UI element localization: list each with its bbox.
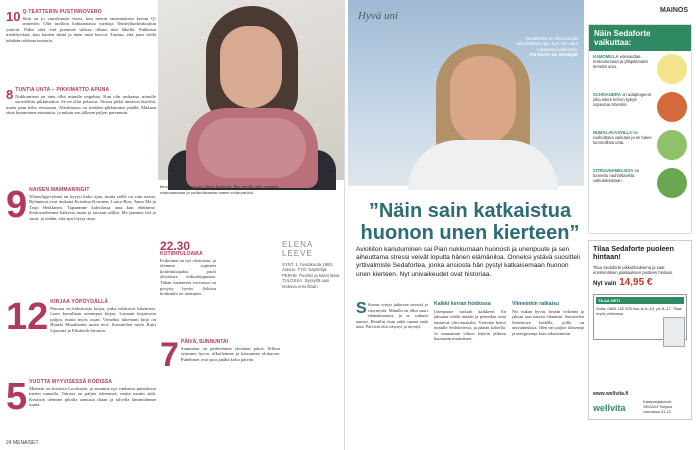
ingredient-text: edesauttaa rentoutumaan ja ylläpitämään terveitä unia. bbox=[593, 54, 648, 69]
quote-credit: Pia Korte, 54, Seinäjoki bbox=[529, 52, 578, 58]
hops-plant-icon bbox=[657, 130, 687, 160]
item-text: Pinossa on kaksitoista kirjaa, jotka odottavat lukemista. Luen kerrallaan useampaa kirjaa. Lainaan kirjastosta paljon, mutta myös ostan. Viimeksi lukemani kirja on Haruki Murakamin uusin teos. Suosittelen myös Katri Lipsonia ja Elisabeth Stroutia. bbox=[50, 305, 156, 333]
column-text: Nyt nukun hyvin, herään virkeänä ja jaksan taas nauttia elämästä. Suosittelen Sedafortea kaikille, joilla on univaikeuksia. Olen nyt paljon iloisempi ja energisempi kuin aikaisemmin. bbox=[512, 308, 584, 336]
brand-logo: wellvita bbox=[593, 403, 626, 413]
ingredient-name: SCHISANDRA bbox=[593, 92, 621, 97]
item-number: 10 bbox=[6, 9, 21, 24]
article-lead: Avioliiton kariutuminen sai Pian nukkumaan huonosti ja unenpuute ja sen aiheuttama stressi veivät lopulta hänen elämäniloa. Onneksi ystävä suositteli yrttivalmiste Sedafortea, jonka ansiosta hän pystyi katkaisemaan huonon unen kierteen. Nyt univaikeudet ovat historiaa. bbox=[356, 246, 580, 278]
schisandra-berry-icon bbox=[657, 92, 687, 122]
list-item bbox=[6, 376, 156, 418]
order-title: Tilaa Sedaforte puoleen hintaan! bbox=[593, 244, 674, 261]
campaign-note: Kampanjakoodi: SEDA24 Tarjous voimassa 31.12. bbox=[643, 399, 673, 414]
ingredient-row bbox=[589, 51, 691, 89]
ad-label: MAINOS bbox=[660, 7, 688, 14]
item-text: Siitä on jo vuosikausia vuosi, kun menin ensimmäisen kerran Q-teatteriin. Olin tuolloin kohtaamassa vanhoja Teatterikorkeakoulun ystäviä. Pidin siitä että pienessä salissa ollaan niin lähellä. Puhkesin mielihyvästä, kun kuulen ääniä ja näen tutut kasvot. Tuntuu, että juuri siellä tehdään rohkeaa teatteria. bbox=[6, 15, 156, 43]
item-number: 9 bbox=[6, 184, 28, 226]
item-text: Nukkumisen on aina ollut minulle ongelma. Kun olin raskaana, minulle suositeltiin pikkimattoa. Se on ollut pelastus. Alussa piikit tuntuvat ikäviltä, mutta pian keho rentoutuu. Alkulmassa on useiden pikkimaton päällä. Makaan siinä kymmenen minuuttia, ja nukun sen jälkeen paljon paremmin. bbox=[6, 93, 156, 116]
item-title: PÄIVÄ, SUNNUNTAI bbox=[180, 339, 229, 345]
page-folio: 24 MENAISET bbox=[6, 440, 39, 446]
column-subheading: Viimeinkin ratkaisu bbox=[512, 301, 560, 307]
order-text: Tilaa Sedaforte pikkutilauksena ja saat ensimmäisen pakkauksen puoleen hintaan. bbox=[593, 265, 674, 275]
item-title: VUOTTA MYYVISESSÄ KODISSA bbox=[29, 379, 113, 385]
ingredient-row bbox=[589, 127, 691, 165]
item-number: 7 bbox=[160, 336, 179, 374]
drop-cap: S bbox=[356, 300, 367, 317]
ingredients-box bbox=[588, 24, 692, 234]
item-title: NAISEN MAMMARINGIT bbox=[29, 187, 90, 193]
list-item bbox=[6, 296, 156, 338]
ingredient-text: on rauhoittava vaikutus ja se tukee luonnollista unta. bbox=[593, 130, 652, 145]
item-text: Esikoinen on nyt viisitoista, ja olemme sopineet kotiintuloajaksi puoli yksitoista viikonloppuisin. Tähän mennessä sovitussa on pysytty hyvin. Arkisin kotiintulo on aiemmin. bbox=[160, 257, 216, 297]
list-item bbox=[160, 336, 280, 374]
ingredient-text: on adaptogeeni, joka tukee kehon kykyä sopeutua stressiin. bbox=[593, 92, 653, 107]
list-item bbox=[6, 184, 156, 226]
item-text: WhatsApp-ryhmä on kyyyti koko ajan, mutta siellä on vain naisia. Ryhmässä ovat mukana Kristiina Kosonen, Laura Birn, Anna Ma ja Tarja Heikkinen. Tapaamme kahvilassa aina kun ehdimme. Keskustelemme kaikesta maan ja taivaan väliltä. Me jaamme ilot ja surut, ja tiedän, että apu löytyy aina. bbox=[29, 193, 156, 221]
item-title: KIRJAA YÖPÖYDÄLLÄ bbox=[50, 299, 109, 305]
column-text: Unenpuute vaikutti kaikkeen. En jaksanut tehdä mitään ja pienetkin asiat tuntuivat ylivoimaisilta. Ystäväni kertoi minulle Sedafortesta, ja päätin kokeilla. Jo muutaman viikon käytön jälkeen huomasin muutoksen. bbox=[434, 308, 506, 341]
person-caption bbox=[282, 240, 342, 289]
ingredients-title: Näin Sedaforte vaikuttaa: bbox=[589, 25, 691, 51]
order-form-text: Soita: 0800 152 525 ma–to 8–19, pe 8–17. Tilaa myös verkossa. bbox=[596, 306, 682, 316]
product-package-icon bbox=[663, 317, 685, 347]
ingredient-name: KAMOMILLA bbox=[593, 54, 619, 59]
lemon-balm-leaf-icon bbox=[657, 168, 687, 198]
price bbox=[589, 275, 691, 290]
item-title: KOTIINTULOAIKA bbox=[160, 251, 203, 257]
caption-name: ELENA LEEVE bbox=[282, 240, 313, 258]
right-page bbox=[348, 0, 696, 450]
list-item bbox=[160, 240, 216, 297]
item-text: Mieheni on kotoisin Loviisasta, ja asumme nyt vanhassa puutalossa meren rannalla. Talossa on paljon tekemistä, mutta nautin siitä. Kesäisin olemme pihalla aamusta iltaan ja talvella lämmitämme uunia. bbox=[29, 385, 156, 408]
price-value: 14,95 € bbox=[619, 277, 653, 288]
ingredient-name: HUMALAKASVILLA bbox=[593, 130, 633, 135]
list-item bbox=[6, 88, 156, 116]
caption-info: SYNT. 1. heinäkuuta 1983, Alavus. TYÖ: Näyttelijä. PERHE: Puoliso ja kaksi lasta. TULOSSA: Syksyllä uusi elokuva ensi-iltaan. bbox=[282, 262, 341, 289]
photo-face bbox=[220, 26, 282, 108]
photo-scarf-fold bbox=[198, 118, 306, 178]
ingredient-name: SITRUUNAMELISSA bbox=[593, 168, 634, 173]
body-column bbox=[512, 302, 584, 336]
photo-face bbox=[450, 56, 516, 144]
price-label: Nyt vain bbox=[593, 281, 617, 287]
list-item bbox=[6, 10, 156, 44]
ingredient-text: on tunnettu rauhoittavista vaikutuksistaan. bbox=[593, 168, 640, 183]
ingredient-row bbox=[589, 165, 691, 203]
column-text: Sinnus syntyi jatkuvaa stressiä ja väsymystä. Minulla on ollut suuri elämänmuutos, ja se vaikutti uneeni. Heräilin öisin enkä saanut enää unta. Päivisin olin väsynyt ja ärtynyt. bbox=[356, 302, 428, 329]
item-title: TUNTIA UNTA – PIKKIMATTO APUNA bbox=[15, 87, 110, 93]
body-text: kertaan on asettu moni ilman kaikesta. Sen avulla olen oppinut rentoutumaan ja rauhoittumaan ennen esiintymistä. bbox=[160, 184, 278, 195]
item-number: 8 bbox=[6, 87, 14, 102]
photo-quote bbox=[514, 36, 578, 58]
article-headline: ”Näin sain katkaistua huonon unen kierteen” bbox=[360, 200, 580, 244]
body-column bbox=[356, 302, 428, 330]
left-page bbox=[0, 0, 345, 450]
portrait-photo-woman-scarf bbox=[158, 0, 345, 180]
item-text: Sunnuntai on perheemme yhteinen päivä. Silloin syömme hyvin, ulkoilemme ja katsomme elokuvan. Puhelimet ovat pois päältä koko päivän. bbox=[180, 345, 280, 362]
quote-text: – Sedafortea on ollut minulle taloudellinen apu, kun olen ollut tukalassa vaiheessa. bbox=[516, 36, 578, 52]
order-box bbox=[588, 240, 692, 420]
item-title: Q-TEATTERIN PUSTINNOVERO bbox=[22, 9, 102, 15]
item-number: 22.30 bbox=[160, 239, 191, 253]
website-link[interactable]: www.wellvita.fi bbox=[593, 391, 629, 397]
item-number: 5 bbox=[6, 376, 28, 418]
photo-shirt bbox=[408, 140, 558, 190]
column-subheading: Kaikki kerran hoidossa bbox=[434, 301, 491, 307]
chamomile-flower-icon bbox=[657, 54, 687, 84]
order-form-title: TILAA HETI bbox=[596, 297, 684, 304]
portrait-photo-woman-smiling bbox=[348, 0, 584, 186]
item-number: 12 bbox=[6, 296, 49, 338]
section-label: Hyvä uni bbox=[358, 10, 399, 22]
body-column bbox=[434, 302, 506, 342]
ingredient-row bbox=[589, 89, 691, 127]
